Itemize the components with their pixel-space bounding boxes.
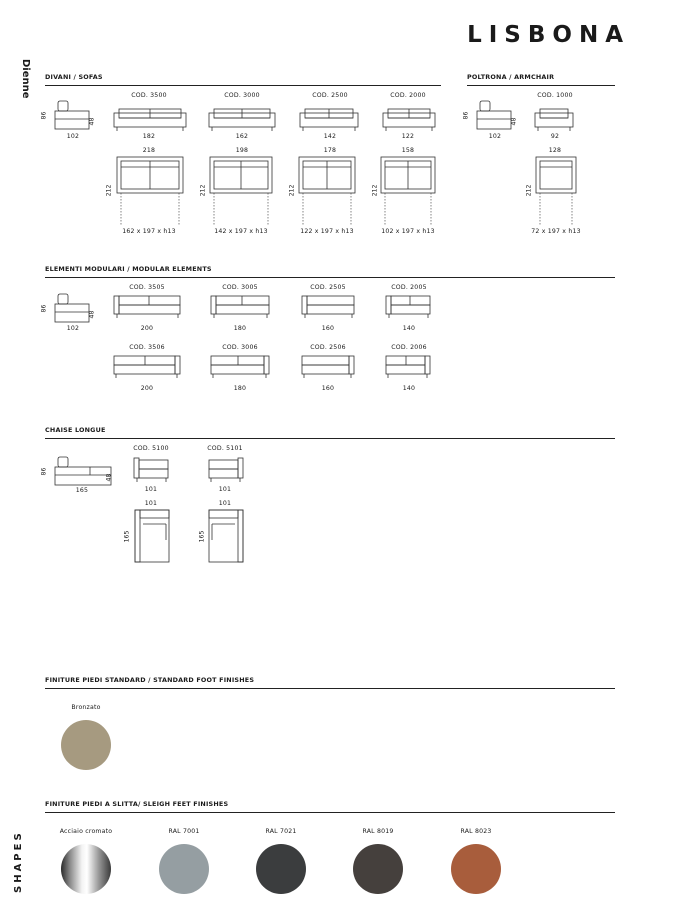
- armchair-code: COD. 1000: [537, 92, 573, 99]
- finish-swatch-chrome: [61, 844, 111, 894]
- modular-front-left: [386, 296, 430, 320]
- chaise-side-view: [52, 457, 114, 487]
- section-divider: [45, 688, 615, 689]
- modular-width: 140: [402, 325, 416, 332]
- sofa-side-depth: 102: [66, 133, 80, 140]
- sofa-side-view: [52, 101, 98, 131]
- finish-swatch-ral8019: [353, 844, 403, 894]
- modular-front-right: [386, 356, 430, 380]
- sofa-note: 142 x 197 x h13: [214, 228, 268, 235]
- armchair-front-width: 92: [550, 133, 560, 140]
- modular-front-right: [211, 356, 269, 380]
- sofa-front-width: 122: [401, 133, 415, 140]
- armchair-note: 72 x 197 x h13: [531, 228, 581, 235]
- modular-width: 180: [233, 385, 247, 392]
- finish-swatch-ral8023: [451, 844, 501, 894]
- sofa-note: 162 x 197 x h13: [122, 228, 176, 235]
- section-divider: [45, 812, 615, 813]
- sofa-front-width: 162: [235, 133, 249, 140]
- sofa-front-width: 142: [323, 133, 337, 140]
- finish-label-ral8019: RAL 8019: [362, 828, 394, 835]
- sofa-top-width: 158: [401, 147, 415, 154]
- section-heading-sleigh-feet: FINITURE PIEDI A SLITTA/ SLEIGH FEET FINISHES: [45, 800, 229, 808]
- chaise-front-left: [134, 458, 168, 484]
- modular-width: 160: [321, 385, 335, 392]
- sofa-code-3000: COD. 3000: [224, 92, 260, 99]
- finish-label-ral7021: RAL 7021: [265, 828, 297, 835]
- finish-swatch-ral7021: [256, 844, 306, 894]
- chaise-seat-height: 48: [105, 473, 113, 482]
- section-heading-armchair: POLTRONA / ARMCHAIR: [467, 73, 555, 81]
- chaise-side-depth: 165: [75, 487, 89, 494]
- modular-side-height: 86: [40, 304, 48, 313]
- sofa-side-height: 86: [40, 111, 48, 120]
- armchair-side-height: 86: [462, 111, 470, 120]
- sofa-depth: 212: [288, 184, 296, 197]
- modular-code: COD. 2506: [310, 344, 346, 351]
- armchair-seat-height: 48: [510, 117, 518, 126]
- chaise-front-width: 101: [144, 486, 158, 493]
- sofa-depth: 212: [199, 184, 207, 197]
- finish-label-ral7001: RAL 7001: [168, 828, 200, 835]
- sofa-top-view: [381, 157, 435, 227]
- section-divider: [45, 85, 441, 86]
- modular-code: COD. 2006: [391, 344, 427, 351]
- modular-front-left: [211, 296, 269, 320]
- modular-code: COD. 2005: [391, 284, 427, 291]
- armchair-side-view: [474, 101, 520, 131]
- chaise-front-width: 101: [218, 486, 232, 493]
- sofa-front-view: [114, 107, 186, 133]
- modular-front-right: [114, 356, 180, 380]
- modular-width: 200: [140, 325, 154, 332]
- modular-seat-height: 48: [88, 310, 96, 319]
- sofa-top-view: [117, 157, 183, 227]
- modular-width: 180: [233, 325, 247, 332]
- sofa-depth: 212: [105, 184, 113, 197]
- section-heading-chaise: CHAISE LONGUE: [45, 426, 106, 434]
- sofa-code-2500: COD. 2500: [312, 92, 348, 99]
- armchair-depth: 212: [525, 184, 533, 197]
- chaise-top-left: [135, 510, 169, 562]
- section-heading-modular: ELEMENTI MODULARI / MODULAR ELEMENTS: [45, 265, 212, 273]
- chaise-code-5101: COD. 5101: [207, 445, 243, 452]
- modular-code: COD. 2505: [310, 284, 346, 291]
- chaise-top-width: 101: [144, 500, 158, 507]
- finish-label-bronzato: Bronzato: [71, 704, 101, 711]
- chaise-code-5100: COD. 5100: [133, 445, 169, 452]
- armchair-top-view: [536, 157, 576, 227]
- modular-front-left: [302, 296, 354, 320]
- modular-width: 160: [321, 325, 335, 332]
- finish-swatch-ral7001: [159, 844, 209, 894]
- sofa-top-width: 218: [142, 147, 156, 154]
- modular-front-right: [302, 356, 354, 380]
- page-title: LISBONA: [467, 22, 630, 48]
- chaise-top-width: 101: [218, 500, 232, 507]
- armchair-front-view: [535, 107, 573, 133]
- sofa-front-width: 182: [142, 133, 156, 140]
- modular-side-view: [52, 294, 98, 324]
- chaise-top-right: [209, 510, 243, 562]
- shapes-label: SHAPES: [13, 830, 24, 893]
- sofa-top-view: [299, 157, 355, 227]
- modular-front-left: [114, 296, 180, 320]
- section-divider: [467, 85, 615, 86]
- modular-side-depth: 102: [66, 325, 80, 332]
- armchair-side-depth: 102: [488, 133, 502, 140]
- modular-code: COD. 3506: [129, 344, 165, 351]
- modular-width: 140: [402, 385, 416, 392]
- brand-logo: Dienne: [20, 59, 31, 99]
- sofa-code-2000: COD. 2000: [390, 92, 426, 99]
- finish-label-ral8023: RAL 8023: [460, 828, 492, 835]
- chaise-depth: 165: [198, 530, 206, 543]
- section-divider: [45, 277, 615, 278]
- finish-swatch-bronzato: [61, 720, 111, 770]
- modular-code: COD. 3005: [222, 284, 258, 291]
- modular-code: COD. 3006: [222, 344, 258, 351]
- section-heading-sofas: DIVANI / SOFAS: [45, 73, 103, 81]
- sofa-seat-height: 48: [88, 117, 96, 126]
- sofa-note: 102 x 197 x h13: [381, 228, 435, 235]
- sofa-top-width: 198: [235, 147, 249, 154]
- sofa-top-view: [210, 157, 272, 227]
- modular-width: 200: [140, 385, 154, 392]
- chaise-side-height: 86: [40, 467, 48, 476]
- modular-code: COD. 3505: [129, 284, 165, 291]
- armchair-top-width: 128: [548, 147, 562, 154]
- sofa-front-view: [300, 107, 358, 133]
- sofa-front-view: [383, 107, 435, 133]
- chaise-front-right: [209, 458, 243, 484]
- sofa-front-view: [209, 107, 275, 133]
- chaise-depth: 165: [123, 530, 131, 543]
- section-heading-standard-feet: FINITURE PIEDI STANDARD / STANDARD FOOT FINISHES: [45, 676, 255, 684]
- sofa-code-3500: COD. 3500: [131, 92, 167, 99]
- sofa-note: 122 x 197 x h13: [300, 228, 354, 235]
- sofa-depth: 212: [371, 184, 379, 197]
- section-divider: [45, 438, 615, 439]
- sofa-top-width: 178: [323, 147, 337, 154]
- finish-label-chrome: Acciaio cromato: [59, 828, 113, 835]
